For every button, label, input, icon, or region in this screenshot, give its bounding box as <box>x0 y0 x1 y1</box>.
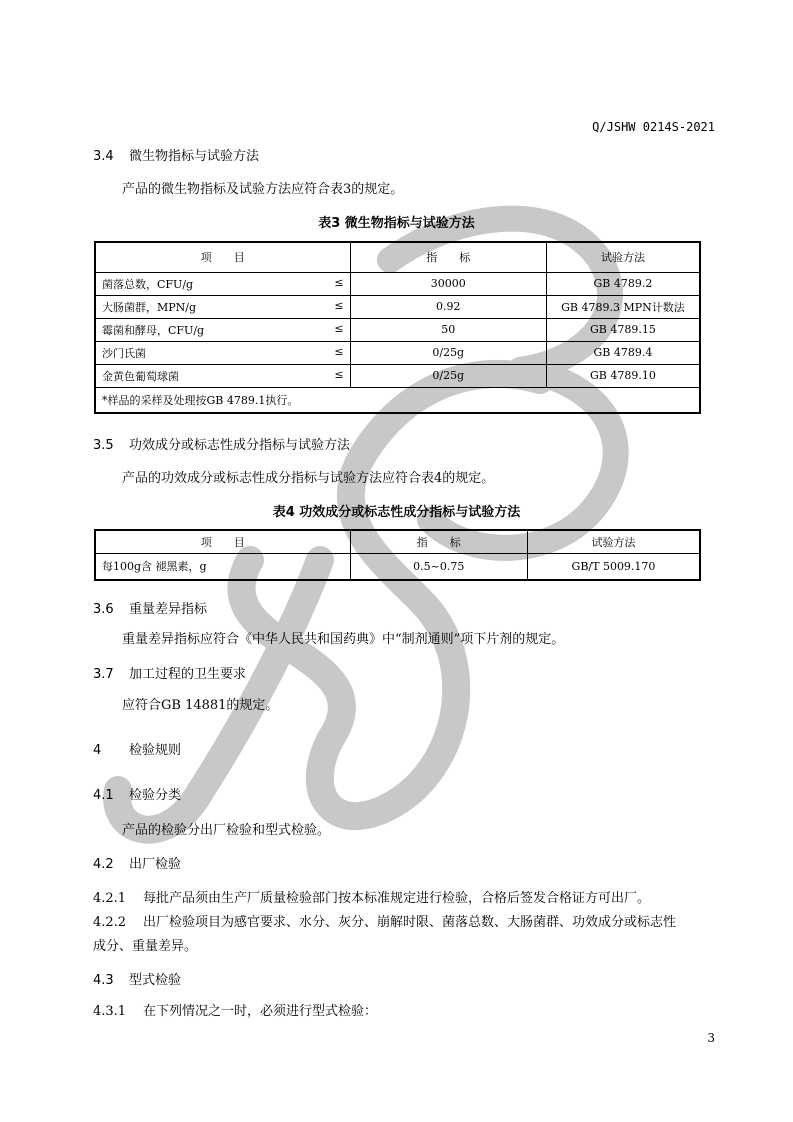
table-note-row <box>95 387 700 413</box>
table-row <box>95 272 700 295</box>
section-number: 4 <box>93 743 102 758</box>
section-3-4-text: 产品的微生物指标及试验方法应符合表3的规定。 <box>122 182 404 197</box>
table-row <box>95 364 700 387</box>
method-cell: GB 4789.2 <box>546 272 700 295</box>
table-row <box>95 295 700 318</box>
value-cell: 0/25g <box>350 341 546 364</box>
section-4-2-2 <box>93 911 676 930</box>
method-cell: GB 4789.15 <box>546 318 700 341</box>
value-cell: 0/25g <box>350 364 546 387</box>
section-4-2-1 <box>93 887 650 906</box>
table3 <box>94 241 701 414</box>
section-4-2-heading <box>93 853 181 872</box>
section-4-3-1 <box>93 1000 377 1019</box>
section-title: 微生物指标与试验方法 <box>129 149 260 164</box>
section-4-1-heading <box>93 784 181 803</box>
section-title: 重量差异指标 <box>129 602 208 617</box>
doc-code: Q/JSHW 0214S-2021 <box>592 120 715 134</box>
section-3-6-text: 重量差异指标应符合《中华人民共和国药典》中“制剂通则”项下片剂的规定。 <box>122 632 565 647</box>
section-3-4-heading <box>93 145 259 164</box>
table-header-row <box>95 530 700 554</box>
item-cell: 金黄色葡萄球菌 ≤ <box>95 364 350 387</box>
section-title: 出厂检验 <box>129 857 182 872</box>
clause-number: 4.2.2 <box>93 915 127 930</box>
value-cell: 0.5~0.75 <box>350 554 527 580</box>
value-cell: 50 <box>350 318 546 341</box>
method-cell: GB 4789.10 <box>546 364 700 387</box>
section-4-heading <box>93 739 181 758</box>
method-cell: GB 4789.4 <box>546 341 700 364</box>
table3-caption: 表3 微生物指标与试验方法 <box>318 216 475 231</box>
section-4-3-heading <box>93 969 181 988</box>
section-number: 4.3 <box>93 973 114 988</box>
section-title: 检验分类 <box>129 788 182 803</box>
item-cell: 大肠菌群，MPN/g ≤ <box>95 295 350 318</box>
section-number: 4.1 <box>93 788 114 803</box>
table-header-row <box>95 242 700 272</box>
table-note: *样品的采样及处理按GB 4789.1执行。 <box>95 387 700 413</box>
section-4-2-2-cont: 成分、重量差异。 <box>93 939 198 954</box>
section-title: 型式检验 <box>129 973 182 988</box>
clause-number: 4.3.1 <box>93 1004 127 1019</box>
section-number: 3.7 <box>93 667 114 682</box>
section-4-1-text: 产品的检验分出厂检验和型式检验。 <box>122 823 331 838</box>
section-3-7-text: 应符合GB 14881的规定。 <box>122 698 279 713</box>
section-3-7-heading <box>93 663 246 682</box>
item-cell: 沙门氏菌 ≤ <box>95 341 350 364</box>
item-cell: 霉菌和酵母，CFU/g ≤ <box>95 318 350 341</box>
table-row <box>95 341 700 364</box>
section-title: 加工过程的卫生要求 <box>129 667 247 682</box>
method-cell: GB 4789.3 MPN计数法 <box>546 295 700 318</box>
section-number: 3.6 <box>93 602 114 617</box>
section-number: 3.4 <box>93 149 114 164</box>
header-cell: 试验方法 <box>527 530 700 554</box>
section-3-5-heading <box>93 434 350 453</box>
clause-text: 在下列情况之一时，必须进行型式检验： <box>143 1004 378 1019</box>
page-number: 3 <box>707 1031 715 1045</box>
table4-caption: 表4 功效成分或标志性成分指标与试验方法 <box>272 505 521 520</box>
header-cell: 项 目 <box>95 530 350 554</box>
header-cell: 项 目 <box>95 242 350 272</box>
clause-text: 出厂检验项目为感官要求、水分、灰分、崩解时限、菌落总数、大肠菌群、功效成分或标志性 <box>143 915 677 930</box>
value-cell: 30000 <box>350 272 546 295</box>
section-3-5-text: 产品的功效成分或标志性成分指标与试验方法应符合表4的规定。 <box>122 471 495 486</box>
table4 <box>94 529 701 581</box>
table-row <box>95 554 700 580</box>
section-title: 功效成分或标志性成分指标与试验方法 <box>129 438 351 453</box>
header-cell: 指 标 <box>350 530 527 554</box>
value-cell: 0.92 <box>350 295 546 318</box>
header-cell: 指 标 <box>350 242 546 272</box>
header-cell: 试验方法 <box>546 242 700 272</box>
clause-number: 4.2.1 <box>93 891 127 906</box>
clause-text: 每批产品须由生产厂质量检验部门按本标准规定进行检验，合格后签发合格证方可出厂。 <box>143 891 651 906</box>
section-3-6-heading <box>93 598 207 617</box>
table-row <box>95 318 700 341</box>
section-title: 检验规则 <box>129 743 182 758</box>
section-number: 4.2 <box>93 857 114 872</box>
section-number: 3.5 <box>93 438 114 453</box>
method-cell: GB/T 5009.170 <box>527 554 700 580</box>
item-cell: 每100g含 褪黑素，g <box>95 554 350 580</box>
item-cell: 菌落总数，CFU/g ≤ <box>95 272 350 295</box>
